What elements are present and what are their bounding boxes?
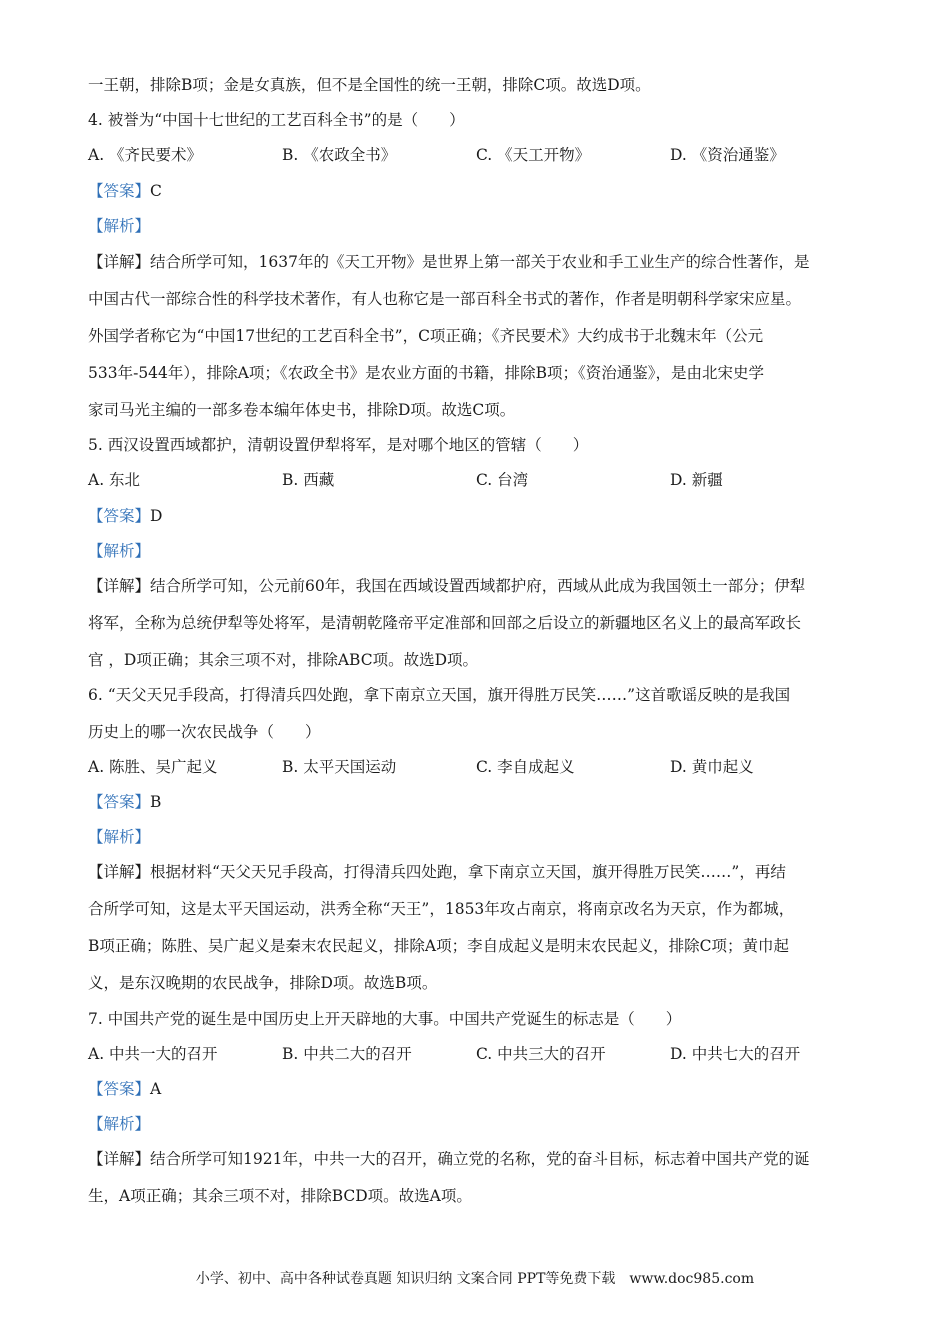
text-line: 中国古代一部综合性的科学技术著作，有人也称它是一部百科全书式的著作，作者是明朝科学家宋应星。 <box>88 290 802 308</box>
page-footer <box>0 1268 950 1288</box>
answer-value: D <box>150 507 163 525</box>
q5-option-d: D. 新疆 <box>670 471 723 489</box>
answer-value: C <box>150 182 162 200</box>
q4-answer <box>88 180 162 202</box>
text-line: 533年-544年），排除A项；《农政全书》是农业方面的书籍，排除B项；《资治通鉴》，是由北宋史学 <box>88 364 764 382</box>
q6-option-b: B. 太平天国运动 <box>282 758 397 776</box>
question-7-stem: 7. 中国共产党的诞生是中国历史上开天辟地的大事。中国共产党诞生的标志是（ ） <box>88 1010 682 1028</box>
q5-answer <box>88 505 162 527</box>
q7-answer <box>88 1078 161 1100</box>
q7-option-c: C. 中共三大的召开 <box>476 1045 606 1063</box>
text-line: 义，是东汉晚期的农民战争，排除D项。故选B项。 <box>88 974 438 992</box>
q5-option-c: C. 台湾 <box>476 471 529 489</box>
q7-option-d: D. 中共七大的召开 <box>670 1045 801 1063</box>
q6-option-c: C. 李自成起义 <box>476 758 575 776</box>
footer-text: 小学、初中、高中各种试卷真题 知识归纳 文案合同 PPT等免费下载 <box>195 1271 616 1287</box>
text-line: 家司马光主编的一部多卷本编年体史书，排除D项。故选C项。 <box>88 401 516 419</box>
q4-analysis-tag: 【解析】 <box>88 217 151 235</box>
answer-value: B <box>150 793 162 811</box>
q5-option-a: A. 东北 <box>88 471 141 489</box>
text-line: 【详解】结合所学可知，1637年的《天工开物》是世界上第一部关于农业和手工业生产的综合性著作，是 <box>88 253 810 271</box>
q6-analysis-tag: 【解析】 <box>88 828 151 846</box>
answer-tag: 【答案】 <box>88 507 151 525</box>
text-line: 将军，全称为总统伊犁等处将军，是清朝乾隆帝平定准部和回部之后设立的新疆地区名义上的最高军政长 <box>88 614 802 632</box>
text-line: 合所学可知，这是太平天国运动，洪秀全称“天王”，1853年攻占南京，将南京改名为天京，作为都城， <box>88 900 795 918</box>
text-line: 【详解】结合所学可知1921年，中共一大的召开，确立党的名称，党的奋斗目标，标志着中国共产党的诞 <box>88 1150 810 1168</box>
q4-option-c: C. 《天工开物》 <box>476 146 591 164</box>
q5-option-b: B. 西藏 <box>282 471 335 489</box>
text-line: 【详解】结合所学可知，公元前60年，我国在西域设置西域都护府，西域从此成为我国领土一部分；伊犁 <box>88 577 806 595</box>
q5-analysis-tag: 【解析】 <box>88 542 151 560</box>
answer-tag: 【答案】 <box>88 182 151 200</box>
answer-tag: 【答案】 <box>88 793 151 811</box>
text-line: 一王朝，排除B项；金是女真族，但不是全国性的统一王朝，排除C项。故选D项。 <box>88 76 651 94</box>
q6-option-d: D. 黄巾起义 <box>670 758 754 776</box>
text-line: 生，A项正确；其余三项不对，排除BCD项。故选A项。 <box>88 1187 472 1205</box>
answer-tag: 【答案】 <box>88 1080 151 1098</box>
text-line: 官 ，D项正确；其余三项不对，排除ABC项。故选D项。 <box>88 651 479 669</box>
q4-option-a: A. 《齐民要术》 <box>88 146 203 164</box>
text-line: B项正确；陈胜、吴广起义是秦末农民起义，排除A项；李自成起义是明末农民起义，排除C项；黄巾起 <box>88 937 789 955</box>
footer-url-link[interactable]: www.doc985.com <box>629 1271 755 1287</box>
q6-answer <box>88 791 161 813</box>
text-line: 历史上的哪一次农民战争（ ） <box>88 723 321 741</box>
q6-option-a: A. 陈胜、吴广起义 <box>88 758 218 776</box>
q7-option-a: A. 中共一大的召开 <box>88 1045 218 1063</box>
q7-analysis-tag: 【解析】 <box>88 1115 151 1133</box>
q4-option-d: D. 《资治通鉴》 <box>670 146 785 164</box>
question-6-stem: 6. “天父天兄手段高，打得清兵四处跑，拿下南京立天国，旗开得胜万民笑……”这首歌谣反映的是我国 <box>88 686 791 704</box>
question-5-stem: 5. 西汉设置西域都护，清朝设置伊犁将军，是对哪个地区的管辖（ ） <box>88 436 589 454</box>
q7-option-b: B. 中共二大的召开 <box>282 1045 412 1063</box>
text-line: 【详解】根据材料“天父天兄手段高，打得清兵四处跑，拿下南京立天国，旗开得胜万民笑……”，再结 <box>88 863 786 881</box>
q4-option-b: B. 《农政全书》 <box>282 146 397 164</box>
answer-value: A <box>150 1080 162 1098</box>
text-line: 外国学者称它为“中国17世纪的工艺百科全书”，C项正确；《齐民要术》大约成书于北魏末年（公元 <box>88 327 764 345</box>
question-4-stem: 4. 被誉为“中国十七世纪的工艺百科全书”的是（ ） <box>88 111 465 129</box>
